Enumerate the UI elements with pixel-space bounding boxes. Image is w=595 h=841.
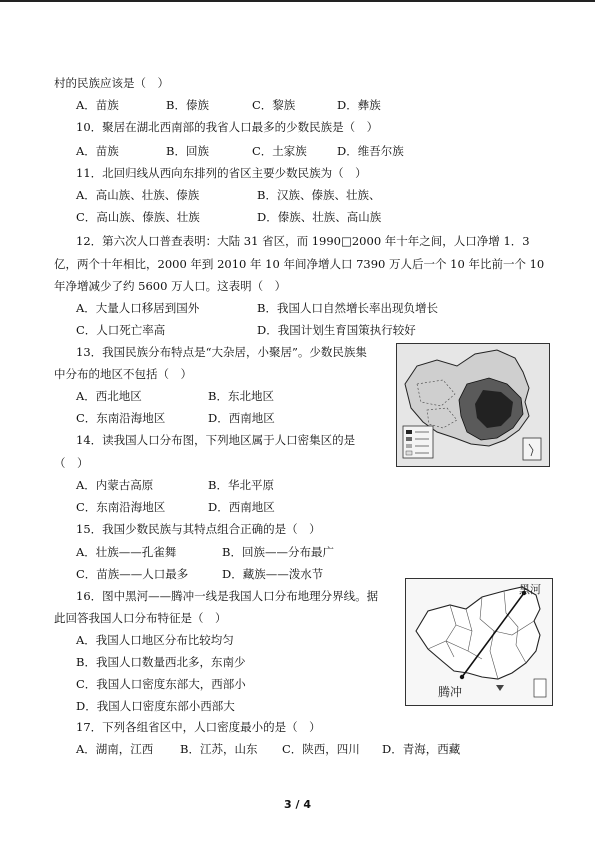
q10-option-d: D．维吾尔族 — [337, 144, 404, 158]
q16-option-d: D．我国人口密度东部小西部大 — [76, 699, 235, 713]
population-distribution-map — [396, 343, 550, 467]
question-17: 17．下列各组省区中，人口密度最小的是（ ） — [76, 720, 321, 734]
q13-option-a: A．西北地区 — [76, 389, 142, 403]
q9-option-b: B．傣族 — [166, 98, 209, 112]
q11-option-b: B．汉族、傣族、壮族、 — [257, 188, 381, 202]
q10-option-a: A．苗族 — [76, 144, 119, 158]
q12-option-d: D．我国计划生育国策执行较好 — [257, 323, 416, 337]
question-13-line-1: 13．我国民族分布特点是“大杂居，小聚居”。少数民族集 — [76, 345, 367, 359]
header-rule — [0, 0, 595, 2]
heihe-label: 黑河 — [519, 583, 541, 596]
q13-option-c: C．东南沿海地区 — [76, 411, 166, 425]
q17-option-b: B．江苏，山东 — [180, 742, 258, 756]
tengchong-label: 腾冲 — [438, 685, 463, 699]
q15-option-d: D．藏族——泼水节 — [222, 567, 324, 581]
question-12-line-3: 年净增减少了约 5600 万人口。这表明（ ） — [54, 279, 287, 293]
q17-option-a: A．湖南，江西 — [76, 742, 154, 756]
q16-option-a: A．我国人口地区分布比较均匀 — [76, 633, 234, 647]
q15-option-a: A．壮族——孔雀舞 — [76, 545, 177, 559]
q14-option-b: B．华北平原 — [208, 478, 274, 492]
q13-option-b: B．东北地区 — [208, 389, 274, 403]
q11-option-d: D．傣族、壮族、高山族 — [257, 210, 382, 224]
q14-option-c: C．东南沿海地区 — [76, 500, 166, 514]
q17-option-d: D．青海，西藏 — [382, 742, 461, 756]
heihe-tengchong-line-map — [405, 578, 553, 706]
q9-option-d: D．彝族 — [337, 98, 381, 112]
q16-option-c: C．我国人口密度东部大，西部小 — [76, 677, 246, 691]
q11-option-c: C．高山族、傣族、壮族 — [76, 210, 200, 224]
question-16-line-1: 16．图中黑河——腾冲一线是我国人口分布地理分界线。据 — [76, 589, 379, 603]
question-9-tail: 村的民族应该是（ ） — [54, 76, 169, 90]
q10-option-b: B．回族 — [166, 144, 209, 158]
q11-option-a: A．高山族、壮族、傣族 — [76, 188, 200, 202]
question-11: 11．北回归线从西向东排列的省区主要少数民族为（ ） — [76, 166, 367, 180]
question-16-line-2: 此回答我国人口分布特征是（ ） — [54, 611, 227, 625]
q12-option-b: B．我国人口自然增长率出现负增长 — [257, 301, 438, 315]
question-13-line-2: 中分布的地区不包括（ ） — [54, 367, 192, 381]
q10-option-c: C．土家族 — [252, 144, 307, 158]
q12-option-c: C．人口死亡率高 — [76, 323, 166, 337]
question-14-line-1: 14．读我国人口分布图，下列地区属于人口密集区的是 — [76, 433, 356, 447]
question-15: 15．我国少数民族与其特点组合正确的是（ ） — [76, 522, 321, 536]
q13-option-d: D．西南地区 — [208, 411, 275, 425]
q9-option-c: C．黎族 — [252, 98, 296, 112]
q9-option-a: A．苗族 — [76, 98, 119, 112]
question-12-line-2: 亿，两个十年相比，2000 年到 2010 年 10 年间净增人口 7390 万人后一个 10 年比前一个 10 — [54, 257, 545, 271]
q16-option-b: B．我国人口数量西北多，东南少 — [76, 655, 246, 669]
page-number: 3 / 4 — [284, 798, 311, 811]
question-12-line-1: 12．第六次人口普查表明：大陆 31 省区，而 1990□2000 年十年之间，人口净增 1．3 — [76, 234, 530, 248]
question-10: 10．聚居在湖北西南部的我省人口最多的少数民族是（ ） — [76, 120, 379, 134]
q15-option-c: C．苗族——人口最多 — [76, 567, 189, 581]
q15-option-b: B．回族——分布最广 — [222, 545, 334, 559]
q14-option-a: A．内蒙古高原 — [76, 478, 154, 492]
question-14-line-2: （ ） — [54, 456, 89, 470]
q12-option-a: A．大量人口移居到国外 — [76, 301, 200, 315]
q17-option-c: C．陕西，四川 — [282, 742, 360, 756]
q14-option-d: D．西南地区 — [208, 500, 275, 514]
